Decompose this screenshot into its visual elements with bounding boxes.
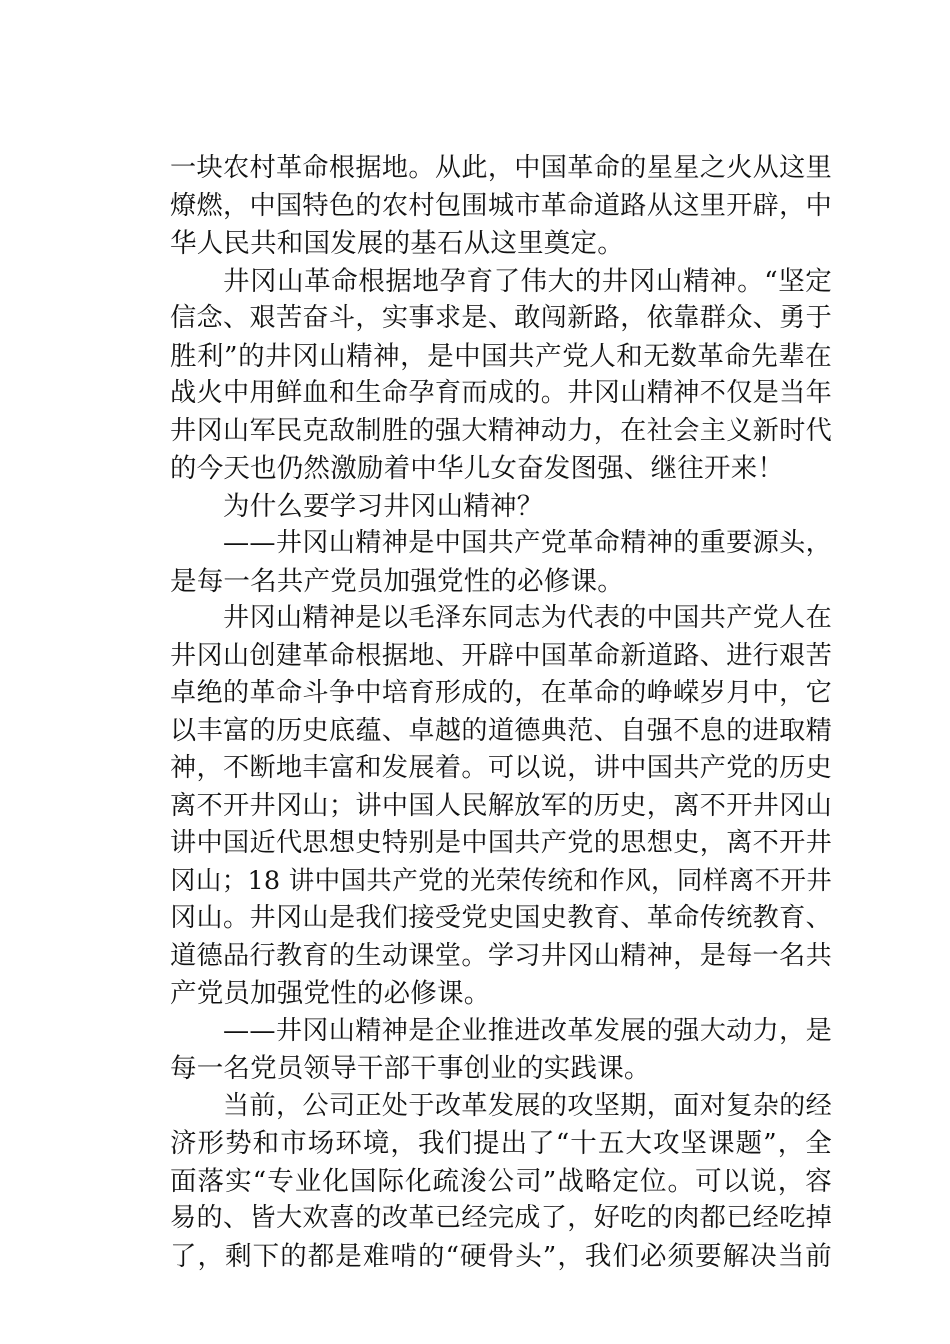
text-line: 以丰富的历史底蕴、卓越的道德典范、自强不息的进取精 [170, 715, 832, 746]
text-line: 当前，公司正处于改革发展的攻坚期，面对复杂的经 [223, 1090, 832, 1121]
text-line: 华人民共和国发展的基石从这里奠定。 [170, 228, 624, 259]
text-line: 神，不断地丰富和发展着。可以说，讲中国共产党的历史 [170, 753, 832, 783]
text-line: 的今天也仍然激励着中华儿女奋发图强、继往开来！ [170, 453, 785, 484]
text-line: 道德品行教育的生动课堂。学习井冈山精神，是每一名共 [170, 940, 832, 971]
text-line: 冈山；18 讲中国共产党的光荣传统和作风，同样离不开井 [170, 865, 832, 896]
text-line: 信念、艰苦奋斗，实事求是、敢闯新路，依靠群众、勇于 [170, 303, 832, 333]
text-line: 讲中国近代思想史特别是中国共产党的思想史，离不开井 [170, 828, 832, 858]
text-line: 济形势和市场环境，我们提出了“十五大攻坚课题”，全 [170, 1128, 832, 1159]
text-line: 胜利”的井冈山精神，是中国共产党人和无数革命先辈在 [170, 340, 832, 372]
text-line: 井冈山军民克敌制胜的强大精神动力，在社会主义新时代 [170, 415, 832, 446]
text-line: 井冈山精神是以毛泽东同志为代表的中国共产党人在 [223, 603, 832, 633]
text-line: 了，剩下的都是难啃的“硬骨头”，我们必须要解决当前 [170, 1240, 832, 1272]
text-line: 离不开井冈山；讲中国人民解放军的历史，离不开井冈山 [170, 790, 832, 821]
text-line: 面落实“专业化国际化疏浚公司”战略定位。可以说，容 [170, 1165, 832, 1197]
document-body [170, 150, 832, 1275]
text-line: 易的、皆大欢喜的改革已经完成了，好吃的肉都已经吃掉 [170, 1203, 832, 1233]
text-line: ——井冈山精神是企业推进改革发展的强大动力，是 [223, 1015, 832, 1046]
text-line: 产党员加强党性的必修课。 [170, 978, 491, 1009]
text-line: 燎燃，中国特色的农村包围城市革命道路从这里开辟，中 [170, 190, 832, 221]
text-line: 战火中用鲜血和生命孕育而成的。井冈山精神不仅是当年 [170, 378, 832, 408]
text-line: 卓绝的革命斗争中培育形成的，在革命的峥嵘岁月中，它 [170, 678, 832, 708]
text-line: 井冈山革命根据地孕育了伟大的井冈山精神。“坚定 [223, 265, 832, 297]
text-line: 是每一名共产党员加强党性的必修课。 [170, 565, 624, 597]
text-line: 冈山。井冈山是我们接受党史国史教育、革命传统教育、 [170, 903, 832, 933]
text-line: 井冈山创建革命根据地、开辟中国革命新道路、进行艰苦 [170, 640, 832, 671]
text-line: 每一名党员领导干部干事创业的实践课。 [170, 1053, 651, 1084]
text-line: 一块农村革命根据地。从此，中国革命的星星之火从这里 [170, 153, 832, 183]
text-line: ——井冈山精神是中国共产党革命精神的重要源头， [223, 528, 832, 558]
text-line: 为什么要学习井冈山精神？ [223, 490, 544, 522]
